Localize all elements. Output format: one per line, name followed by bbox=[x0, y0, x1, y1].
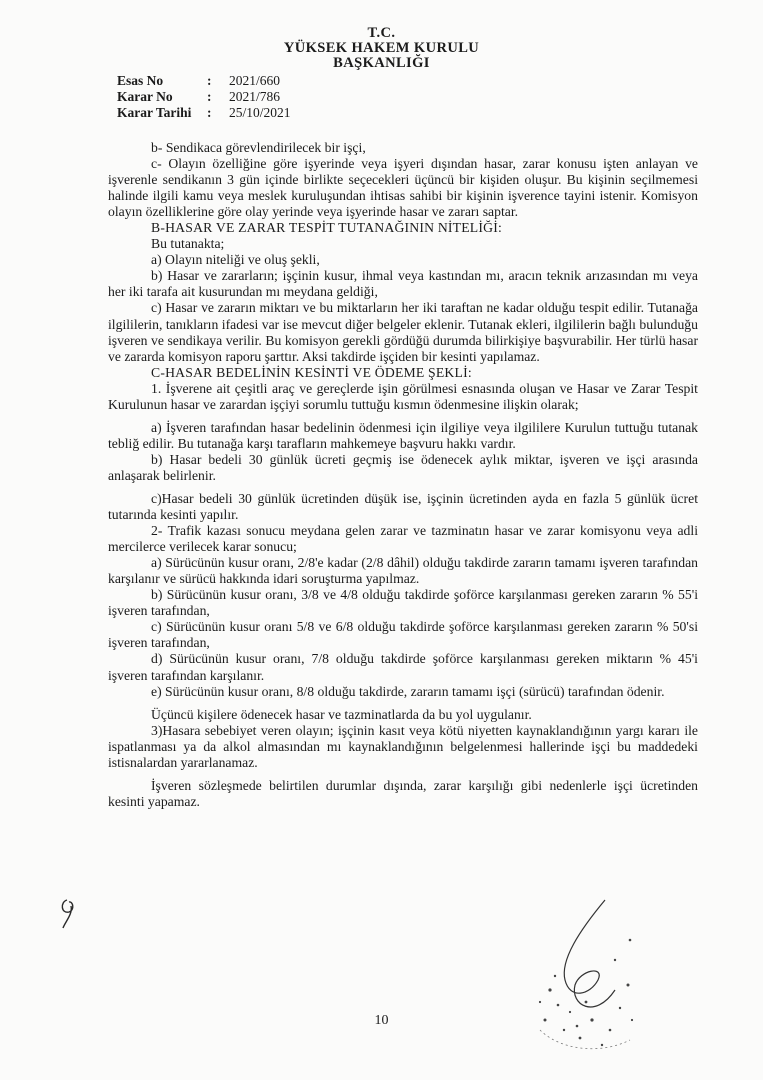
paragraph: a) Sürücünün kusur oranı, 2/8'e kadar (2/8 dâhil) olduğu takdirde zararın tamamı işveren tarafından karşılanır ve sürücü hakkında idari soruşturma yapılmaz. bbox=[108, 555, 698, 587]
karar-value: 2021/786 bbox=[229, 89, 281, 104]
paragraph: c)Hasar bedeli 30 günlük ücretinden düşük ise, işçinin ücretinden ayda en fazla 5 günlük ücret tutarında kesinti yapılır. bbox=[108, 490, 698, 523]
paragraph: b) Hasar ve zararların; işçinin kusur, ihmal veya kastından mı, aracın teknik arızasından mı veya her iki tarafa ait kusurundan mı meydana geldiği, bbox=[108, 268, 698, 300]
tarih-row bbox=[117, 105, 291, 121]
paragraph: Üçüncü kişilere ödenecek hasar ve tazminatlarda da bu yol uygulanır. bbox=[151, 706, 532, 722]
paragraph: c- Olayın özelliğine göre işyerinde veya işyeri dışından hasar, zarar konusu işten anlayan ve işverenle sendikanın 3 gün içinde birlikte seçecekleri üçüncü bir kişiden oluşur. Bu kişinin seçilmemesi halinde ilgili kamu veya meslek kuruluşundan ihtisas sahibi bir kişinin işverence tayini istenir. Komisyon olayın özelliklerine göre olay yerinde veya işyerinde hasar ve zararı saptar. bbox=[108, 156, 698, 220]
paragraph: e) Sürücünün kusur oranı, 8/8 olduğu takdirde, zararın tamamı işçi (sürücü) tarafından ödenir. bbox=[151, 683, 665, 699]
paragraph: c) Hasar ve zararın miktarı ve bu miktarların her iki taraftan ne kadar olduğu tespit edilir. Tutanağa ilgililerin, tanıkların ifadesi var ise mevcut diğer belgeler eklenir. Tutanak ekleri, ilgililerin bağlı bulunduğu işveren ve sendikaya verilir. Bu komisyon gerekli gördüğü durumda bilirkişiye başvurabilir. Her türlü hasar ve zararda komisyon raporu şarttır. Aksi takdirde işçiden bir kesinti yapılamaz. bbox=[108, 300, 698, 364]
paragraph: b) Sürücünün kusur oranı, 3/8 ve 4/8 olduğu takdirde şoförce karşılanması gereken zararın % 55'i işveren tarafından, bbox=[108, 587, 698, 619]
paragraph: d) Sürücünün kusur oranı, 7/8 olduğu takdirde şoförce karşılanması gereken miktarın % 45'i işveren tarafından karşılanır. bbox=[108, 651, 698, 683]
header-institution: YÜKSEK HAKEM KURULU bbox=[283, 40, 480, 56]
document-body bbox=[108, 140, 698, 810]
esas-separator: : bbox=[207, 73, 212, 88]
karar-separator: : bbox=[207, 89, 212, 104]
karar-label: Karar No bbox=[117, 89, 173, 104]
document-header bbox=[0, 26, 763, 71]
esas-row bbox=[117, 73, 291, 89]
section-heading-b: B-HASAR VE ZARAR TESPİT TUTANAĞININ NİTELİĞİ: bbox=[151, 220, 502, 236]
paragraph: 2- Trafik kazası sonucu meydana gelen zarar ve tazminatın hasar ve zarar komisyonu veya adli mercilerce verilecek karar sonucu; bbox=[108, 523, 698, 555]
paragraph: a) Olayın niteliği ve oluş şekli, bbox=[151, 252, 320, 268]
paragraph: b) Hasar bedeli 30 günlük ücreti geçmiş ise ödenecek aylık miktar, işveren ve işçi arasında anlaşarak belirlenir. bbox=[108, 451, 698, 483]
tarih-value: 25/10/2021 bbox=[229, 105, 291, 120]
paragraph: c) Sürücünün kusur oranı 5/8 ve 6/8 olduğu takdirde şoförce karşılanması gereken zararın % 50'si işveren tarafından, bbox=[108, 619, 698, 651]
paragraph: b- Sendikaca görevlendirilecek bir işçi, bbox=[151, 140, 366, 155]
page-number: 10 bbox=[374, 1013, 389, 1028]
karar-row bbox=[117, 89, 291, 105]
case-metadata bbox=[117, 73, 291, 121]
handwritten-initial bbox=[55, 892, 95, 932]
paragraph: 3)Hasara sebebiyet veren olayın; işçinin kasıt veya kötü niyetten kaynaklandığının yargı kararı ile ispatlanması ya da alkol almasından mı kaynaklandığının belgelenmesi hallerinde işçi bu maddedeki istisnalardan yararlanamaz. bbox=[108, 722, 698, 770]
section-heading-c: C-HASAR BEDELİNİN KESİNTİ VE ÖDEME ŞEKLİ: bbox=[151, 364, 472, 380]
paragraph: 1. İşverene ait çeşitli araç ve gereçlerde işin görülmesi esnasında oluşan ve Hasar ve Zarar Tespit Kurulunun hasar ve zarardan işçiyi sorumlu tuttuğu kısmın ödenmesine ilişkin olarak; bbox=[108, 380, 698, 412]
header-presidency: BAŞKANLIĞI bbox=[333, 55, 430, 71]
signature-stamp bbox=[520, 880, 660, 1060]
tarih-separator: : bbox=[207, 105, 212, 120]
header-tc: T.C. bbox=[367, 25, 396, 41]
paragraph: Bu tutanakta; bbox=[151, 236, 225, 252]
esas-label: Esas No bbox=[117, 73, 164, 88]
esas-value: 2021/660 bbox=[229, 73, 281, 88]
paragraph: İşveren sözleşmede belirtilen durumlar dışında, zarar karşılığı gibi nedenlerle işçi ücretinden kesinti yapamaz. bbox=[108, 777, 698, 809]
paragraph: a) İşveren tarafından hasar bedelinin ödenmesi için ilgiliye veya ilgililere Kurulun tuttuğu tutanak tebliğ edilir. Bu tutanağa karşı tarafların mahkemeye başvuru hakkı vardır. bbox=[108, 419, 698, 451]
tarih-label: Karar Tarihi bbox=[117, 105, 192, 120]
